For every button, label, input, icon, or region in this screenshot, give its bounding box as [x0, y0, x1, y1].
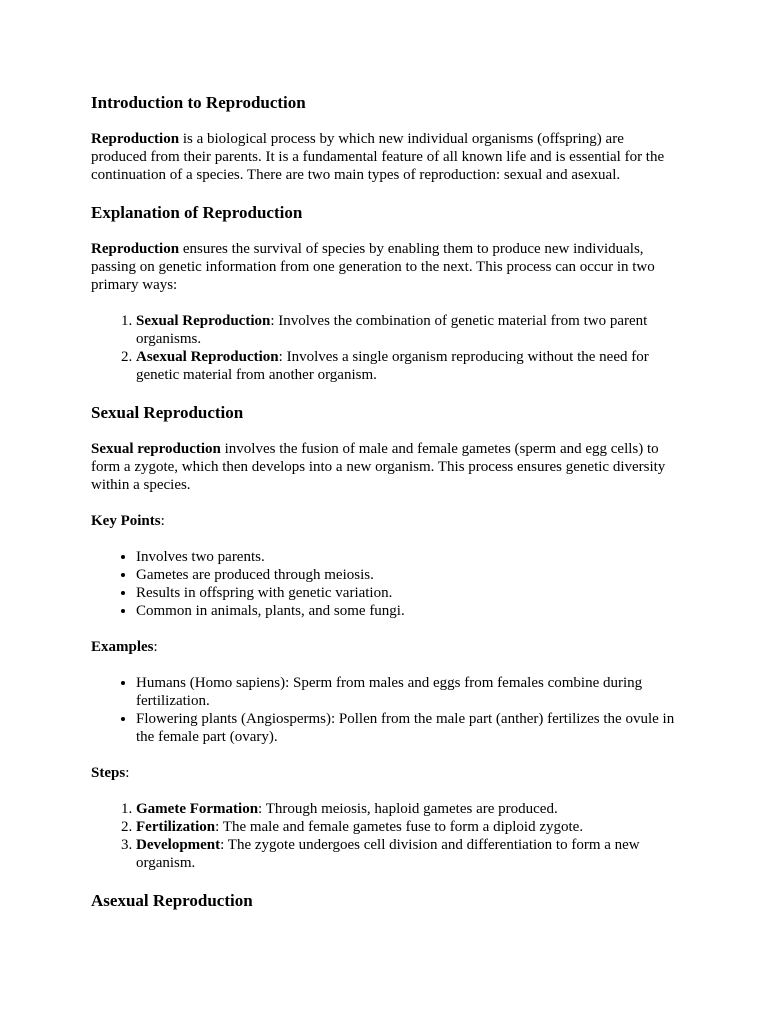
list-item-term: Development	[136, 837, 221, 853]
key-points-label	[91, 512, 676, 530]
list-item	[136, 836, 676, 872]
reproduction-types-list	[91, 312, 676, 384]
steps-list	[91, 800, 676, 872]
key-points-list	[91, 548, 676, 620]
list-item-term: Gamete Formation	[136, 801, 259, 817]
list-item: • Common in animals, plants, and some fungi.	[136, 602, 676, 620]
examples-list	[91, 674, 676, 746]
sexual-term: Sexual reproduction	[91, 441, 221, 457]
steps-label	[91, 764, 676, 782]
list-item	[136, 312, 676, 348]
heading-introduction: Introduction to Reproduction	[91, 93, 306, 112]
heading-explanation: Explanation of Reproduction	[91, 203, 303, 222]
heading-asexual-reproduction: Asexual Reproduction	[91, 891, 253, 910]
list-item: • Humans (Homo sapiens): Sperm from males and eggs from females combine during fertilization.	[136, 674, 676, 710]
explanation-paragraph	[91, 240, 676, 294]
colon: :	[125, 765, 130, 781]
list-item	[136, 348, 676, 384]
list-item-text: : Involves a single organism reproducing without the need for genetic material from another organism.	[136, 349, 649, 383]
heading-sexual-reproduction: Sexual Reproduction	[91, 403, 244, 422]
steps-term: Steps	[91, 765, 126, 781]
sexual-text: involves the fusion of male and female gametes (sperm and egg cells) to form a zygote, which then develops into a new organism. This process ensures genetic diversity within a species.	[91, 441, 666, 493]
sexual-paragraph	[91, 440, 676, 494]
intro-term: Reproduction	[91, 131, 180, 147]
explanation-text: ensures the survival of species by enabling them to produce new individuals, passing on genetic information from one generation to the next. This process can occur in two primary ways:	[91, 241, 655, 293]
list-item-text: : The male and female gametes fuse to form a diploid zygote.	[215, 819, 584, 835]
list-item: • Flowering plants (Angiosperms): Pollen from the male part (anther) fertilizes the ovule in the female part (ovary).	[136, 710, 676, 746]
list-item-text: : Through meiosis, haploid gametes are produced.	[258, 801, 558, 817]
list-item	[136, 800, 676, 818]
list-item: • Involves two parents.	[136, 548, 676, 566]
list-item-text: : Involves the combination of genetic material from two parent organisms.	[136, 313, 648, 347]
colon: :	[153, 639, 158, 655]
list-item-term: Asexual Reproduction	[136, 349, 279, 365]
explanation-term: Reproduction	[91, 241, 180, 257]
intro-text: is a biological process by which new individual organisms (offspring) are produced from their parents. It is a fundamental feature of all known life and is essential for the continuation of a species. There are two main types of reproduction: sexual and asexual.	[91, 131, 665, 183]
list-item: • Gametes are produced through meiosis.	[136, 566, 676, 584]
colon: :	[160, 513, 165, 529]
list-item-term: Sexual Reproduction	[136, 313, 271, 329]
key-points-term: Key Points	[91, 513, 161, 529]
examples-term: Examples	[91, 639, 154, 655]
examples-label	[91, 638, 676, 656]
list-item	[136, 818, 676, 836]
intro-paragraph	[91, 130, 676, 184]
list-item-term: Fertilization	[136, 819, 216, 835]
list-item: • Results in offspring with genetic variation.	[136, 584, 676, 602]
list-item-text: : The zygote undergoes cell division and differentiation to form a new organism.	[136, 837, 640, 871]
